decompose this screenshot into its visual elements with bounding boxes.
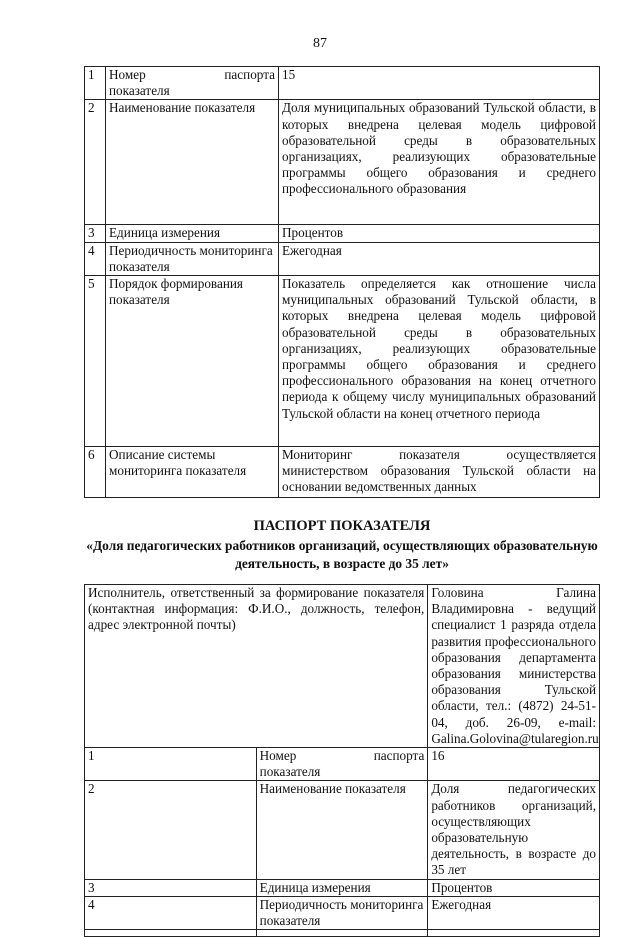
row-value: 16 [428, 748, 600, 781]
table-row [85, 225, 600, 242]
row-number: 6 [85, 447, 106, 498]
table-row [85, 585, 600, 748]
table-cell [85, 930, 257, 937]
section-title: ПАСПОРТ ПОКАЗАТЕЛЯ [253, 518, 431, 534]
table-row [85, 447, 600, 498]
row-number: 4 [85, 896, 257, 929]
row-value: Ежегодная [279, 242, 600, 275]
row-label: Единица измерения [106, 225, 279, 242]
row-value: Процентов [428, 879, 600, 896]
table-cell [256, 930, 428, 937]
row-number: 2 [85, 781, 257, 879]
table-row [85, 276, 600, 447]
row-label: Периодичность мониторинга показателя [106, 242, 279, 275]
row-value: 15 [279, 67, 600, 100]
table-row [85, 100, 600, 225]
row-number: 2 [85, 100, 106, 225]
row-label [106, 67, 279, 100]
page-number: 87 [313, 36, 327, 51]
row-label: Описание системы мониторинга показателя [106, 447, 279, 498]
row-label: Единица измерения [256, 879, 428, 896]
row-label-part: Номер [109, 67, 146, 82]
row-number: 3 [85, 225, 106, 242]
row-label-part: паспорта [373, 748, 425, 764]
row-value: Доля муниципальных образований Тульской области, в которых внедрена целевая модель цифровой образовательной среды в образовательных организациях, реализующих образовательные программы общего образования и среднего профессионального образования [279, 100, 600, 225]
row-label-part: показателя [259, 764, 321, 780]
table-row [85, 242, 600, 275]
executor-label: Исполнитель, ответственный за формирование показателя (контактная информация: Ф.И.О., должность, телефон, адрес электронной почты) [85, 585, 428, 748]
table-row [85, 896, 600, 929]
table-row [85, 781, 600, 879]
table-cell [428, 930, 600, 937]
row-value: Ежегодная [428, 896, 600, 929]
row-number: 1 [85, 748, 257, 781]
executor-value: Головина Галина Владимировна - ведущий специалист 1 разряда отдела развития профессионального образования департамента образования министерства образования Тульской области, тел.: (4872) 24-51-04, доб. 26-09, e-mail: Galina.Golovina@tularegion.ru [428, 585, 600, 748]
table-row [85, 879, 600, 896]
row-label: Наименование показателя [256, 781, 428, 879]
row-label-part: паспорта [224, 67, 275, 82]
row-value: Доля педагогических работников организаций, осуществляющих образовательную деятельность, в возрасте до 35 лет [428, 781, 600, 879]
table-row [85, 67, 600, 100]
row-value: Мониторинг показателя осуществляется министерством образования Тульской области на основании ведомственных данных [279, 447, 600, 498]
row-number: 3 [85, 879, 257, 896]
indicator-passport-table-16 [84, 584, 600, 937]
table-row [85, 748, 600, 781]
section-subtitle: «Доля педагогических работников организаций, осуществляющих образовательную деятельность, в возрасте до 35 лет» [86, 538, 598, 571]
row-label-part: Номер [259, 748, 297, 764]
indicator-passport-table-15 [84, 66, 600, 498]
row-value: Показатель определяется как отношение числа муниципальных образований Тульской области, в которых внедрена целевая модель цифровой образовательной среды в образовательных организациях, реализующих образовательные программы общего образования и среднего профессионального образования на конец отчетного периода к общему числу муниципальных образований Тульской области на конец отчетного периода [279, 276, 600, 447]
row-value: Процентов [279, 225, 600, 242]
row-label [256, 748, 428, 781]
table-row-continued [85, 930, 600, 937]
row-label-part: показателя [109, 83, 170, 99]
row-label: Периодичность мониторинга показателя [256, 896, 428, 929]
row-number: 5 [85, 276, 106, 447]
row-label: Порядок формирования показателя [106, 276, 279, 447]
row-number: 4 [85, 242, 106, 275]
row-number: 1 [85, 67, 106, 100]
row-label: Наименование показателя [106, 100, 279, 225]
